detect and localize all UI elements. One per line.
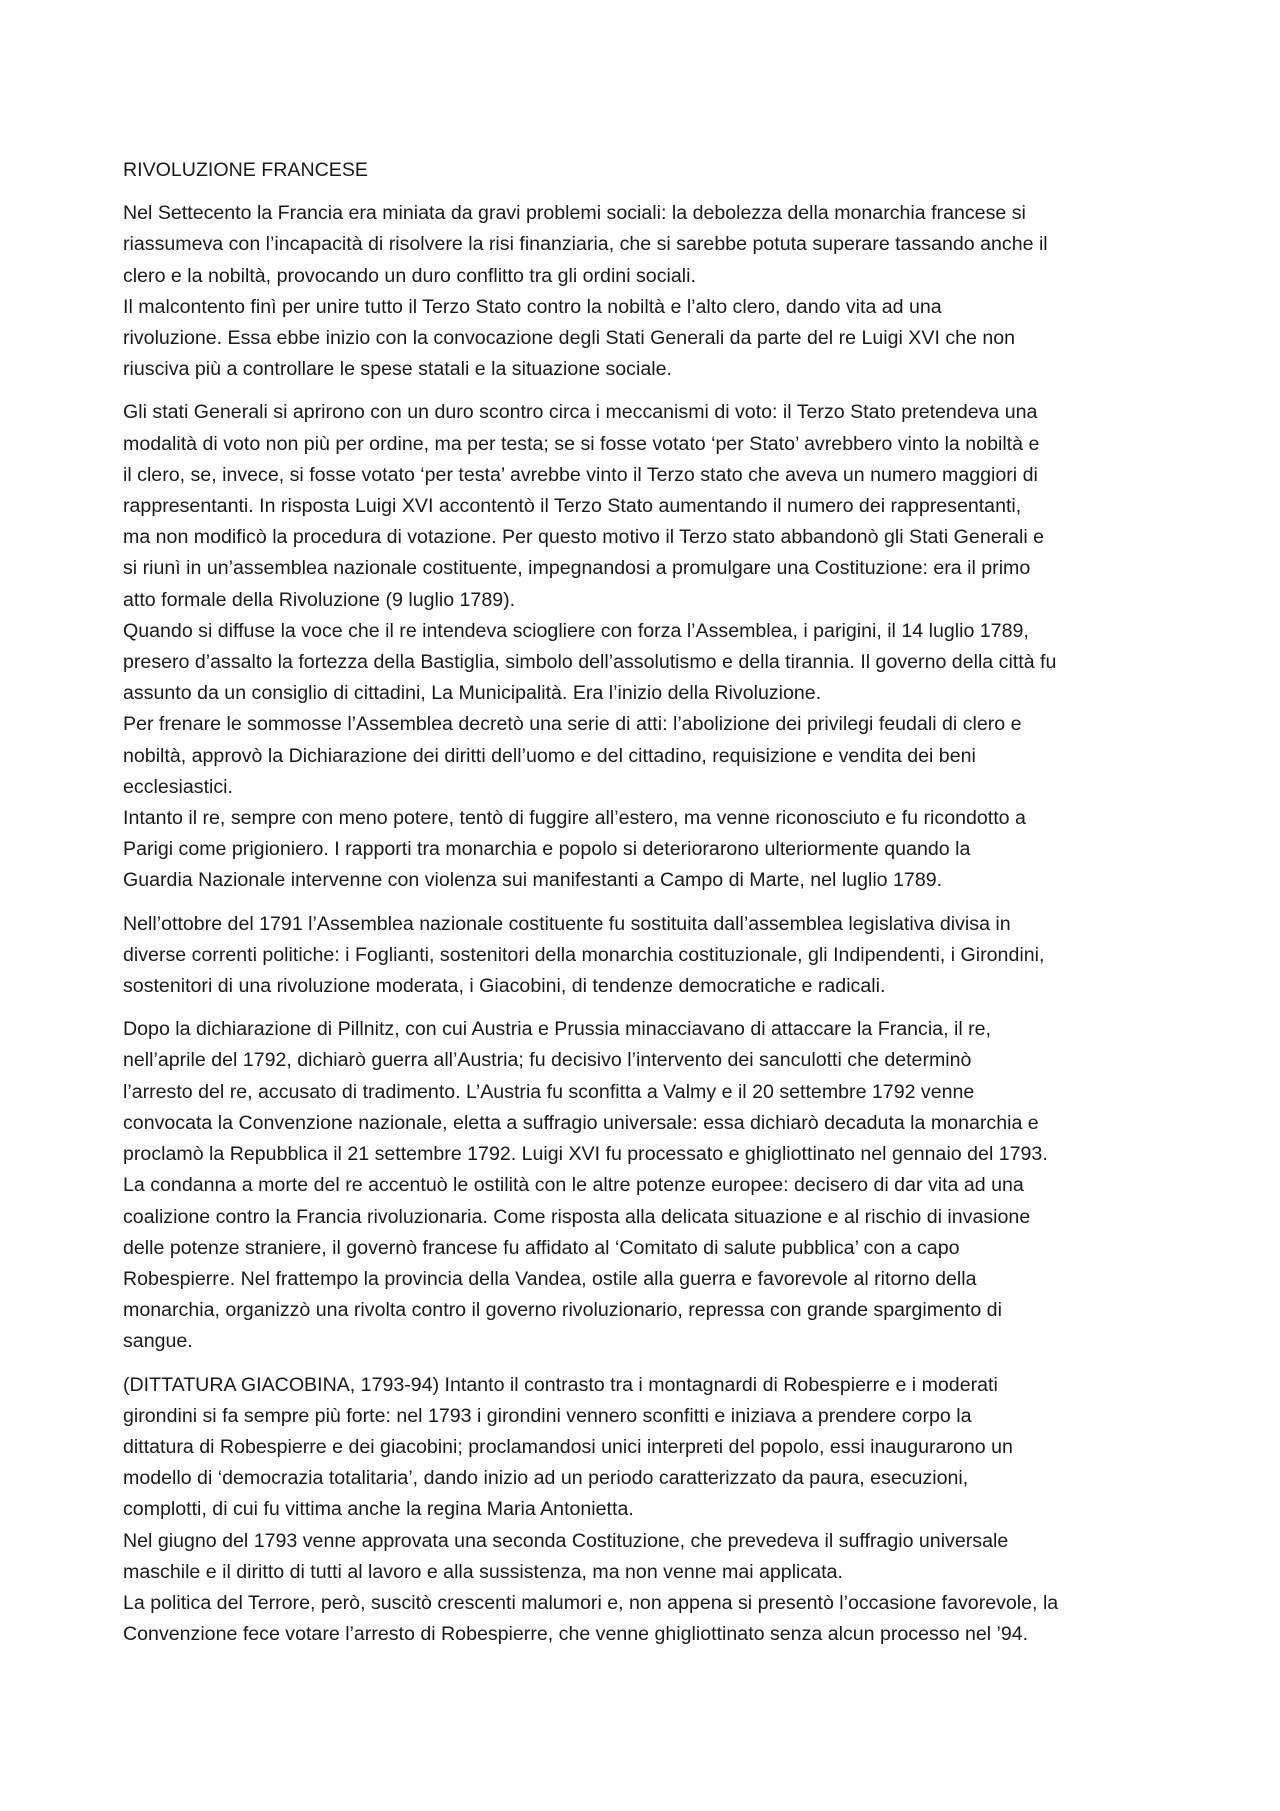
paragraph <box>123 198 1170 385</box>
text-line: nell’aprile del 1792, dichiarò guerra all’Austria; fu decisivo l’intervento dei sanculotti che determinò <box>123 1049 972 1072</box>
text-line: sangue. <box>123 1330 193 1353</box>
text-line: ma non modificò la procedura di votazione. Per questo motivo il Terzo stato abbandonò gli Stati Generali e <box>123 526 1045 549</box>
text-line: assunto da un consiglio di cittadini, La Municipalità. Era l’inizio della Rivoluzione. <box>123 682 822 705</box>
text-line: dittatura di Robespierre e dei giacobini; proclamandosi unici interpreti del popolo, essi inaugurarono un <box>123 1435 1013 1458</box>
text-line: maschile e il diritto di tutti al lavoro e alla sussistenza, ma non venne mai applicata. <box>123 1560 843 1583</box>
paragraph <box>123 1370 1170 1651</box>
text-line: Intanto il re, sempre con meno potere, tentò di fuggire all’estero, ma venne riconosciuto e fu ricondotto a <box>123 807 1026 830</box>
text-line: nobiltà, approvò la Dichiarazione dei diritti dell’uomo e del cittadino, requisizione e vendita dei beni <box>123 744 976 767</box>
text-line: complotti, di cui fu vittima anche la regina Maria Antonietta. <box>123 1498 634 1521</box>
text-line: rivoluzione. Essa ebbe inizio con la convocazione degli Stati Generali da parte del re Luigi XVI che non <box>123 327 1016 350</box>
text-line: Il malcontento finì per unire tutto il Terzo Stato contro la nobiltà e l’alto clero, dando vita ad una <box>123 295 942 318</box>
text-line: modalità di voto non più per ordine, ma per testa; se si fosse votato ‘per Stato’ avrebbero vinto la nobiltà e <box>123 432 1040 455</box>
text-line: riassumeva con l’incapacità di risolvere la risi finanziaria, che si sarebbe potuta superare tassando anche il <box>123 233 1048 256</box>
paragraph <box>123 909 1170 1003</box>
text-line: si riunì in un’assemblea nazionale costituente, impegnandosi a promulgare una Costituzione: era il primo <box>123 557 1031 580</box>
text-line: riusciva più a controllare le spese statali e la situazione sociale. <box>123 358 672 381</box>
text-line: clero e la nobiltà, provocando un duro conflitto tra gli ordini sociali. <box>123 264 696 287</box>
text-line: Guardia Nazionale intervenne con violenza sui manifestanti a Campo di Marte, nel luglio 1789. <box>123 869 943 892</box>
text-line: Per frenare le sommosse l’Assemblea decretò una serie di atti: l’abolizione dei privilegi feudali di clero e <box>123 713 1022 736</box>
text-line: Convenzione fece votare l’arresto di Robespierre, che venne ghigliottinato senza alcun processo nel ’94. <box>123 1623 1029 1646</box>
text-line: Dopo la dichiarazione di Pillnitz, con cui Austria e Prussia minacciavano di attaccare la Francia, il re, <box>123 1018 991 1041</box>
text-line: Nel Settecento la Francia era miniata da gravi problemi sociali: la debolezza della monarchia francese si <box>123 202 1026 225</box>
text-line: atto formale della Rivoluzione (9 luglio 1789). <box>123 588 516 611</box>
paragraph <box>123 397 1170 896</box>
text-line: (DITTATURA GIACOBINA, 1793-94) Intanto il contrasto tra i montagnardi di Robespierre e i moderati <box>123 1373 998 1396</box>
text-line: rappresentanti. In risposta Luigi XVI accontentò il Terzo Stato aumentando il numero dei rappresentanti, <box>123 495 1022 518</box>
text-line: La condanna a morte del re accentuò le ostilità con le altre potenze europee: decisero di dar vita ad una <box>123 1174 1024 1197</box>
text-line: girondini si fa sempre più forte: nel 1793 i girondini vennero sconfitti e iniziava a prendere corpo la <box>123 1404 972 1427</box>
text-line: l’arresto del re, accusato di tradimento. L’Austria fu sconfitta a Valmy e il 20 settembre 1792 venne <box>123 1080 975 1103</box>
text-line: proclamò la Repubblica il 21 settembre 1792. Luigi XVI fu processato e ghigliottinato nel gennaio del 1793. <box>123 1143 1048 1166</box>
text-line: diverse correnti politiche: i Foglianti, sostenitori della monarchia costituzionale, gli Indipendenti, i Girondini, <box>123 943 1045 966</box>
text-line: Gli stati Generali si aprirono con un duro scontro circa i meccanismi di voto: il Terzo Stato pretendeva una <box>123 401 1038 424</box>
text-line: Nell’ottobre del 1791 l’Assemblea nazionale costituente fu sostituita dall’assemblea legislativa divisa in <box>123 912 1011 935</box>
text-line: delle potenze straniere, il governò francese fu affidato al ‘Comitato di salute pubblica’ con a capo <box>123 1236 960 1259</box>
document-title: RIVOLUZIONE FRANCESE <box>123 159 368 181</box>
text-line: monarchia, organizzò una rivolta contro il governo rivoluzionario, repressa con grande spargimento di <box>123 1299 1002 1322</box>
text-line: Nel giugno del 1793 venne approvata una seconda Costituzione, che prevedeva il suffragio universale <box>123 1529 1009 1552</box>
text-line: sostenitori di una rivoluzione moderata, i Giacobini, di tendenze democratiche e radicali. <box>123 975 886 998</box>
text-line: La politica del Terrore, però, suscitò crescenti malumori e, non appena si presentò l’occasione favorevole, la <box>123 1591 1059 1614</box>
text-line: ecclesiastici. <box>123 775 233 798</box>
text-line: presero d’assalto la fortezza della Bastiglia, simbolo dell’assolutismo e della tirannia. Il governo della città fu <box>123 651 1057 674</box>
text-line: il clero, se, invece, si fosse votato ‘per testa’ avrebbe vinto il Terzo stato che aveva un numero maggiori di <box>123 463 1038 486</box>
text-line: Parigi come prigioniero. I rapporti tra monarchia e popolo si deteriorarono ulteriormente quando la <box>123 838 971 861</box>
text-line: Quando si diffuse la voce che il re intendeva sciogliere con forza l’Assemblea, i parigini, il 14 luglio 1789, <box>123 619 1029 642</box>
text-line: modello di ‘democrazia totalitaria’, dando inizio ad un periodo caratterizzato da paura, esecuzioni, <box>123 1467 969 1490</box>
text-line: convocata la Convenzione nazionale, eletta a suffragio universale: essa dichiarò decaduta la monarchia e <box>123 1111 1039 1134</box>
text-line: Robespierre. Nel frattempo la provincia della Vandea, ostile alla guerra e favorevole al ritorno della <box>123 1267 977 1290</box>
text-line: coalizione contro la Francia rivoluzionaria. Come risposta alla delicata situazione e al rischio di invasione <box>123 1205 1031 1228</box>
document-body <box>123 198 1170 1650</box>
paragraph <box>123 1014 1170 1357</box>
